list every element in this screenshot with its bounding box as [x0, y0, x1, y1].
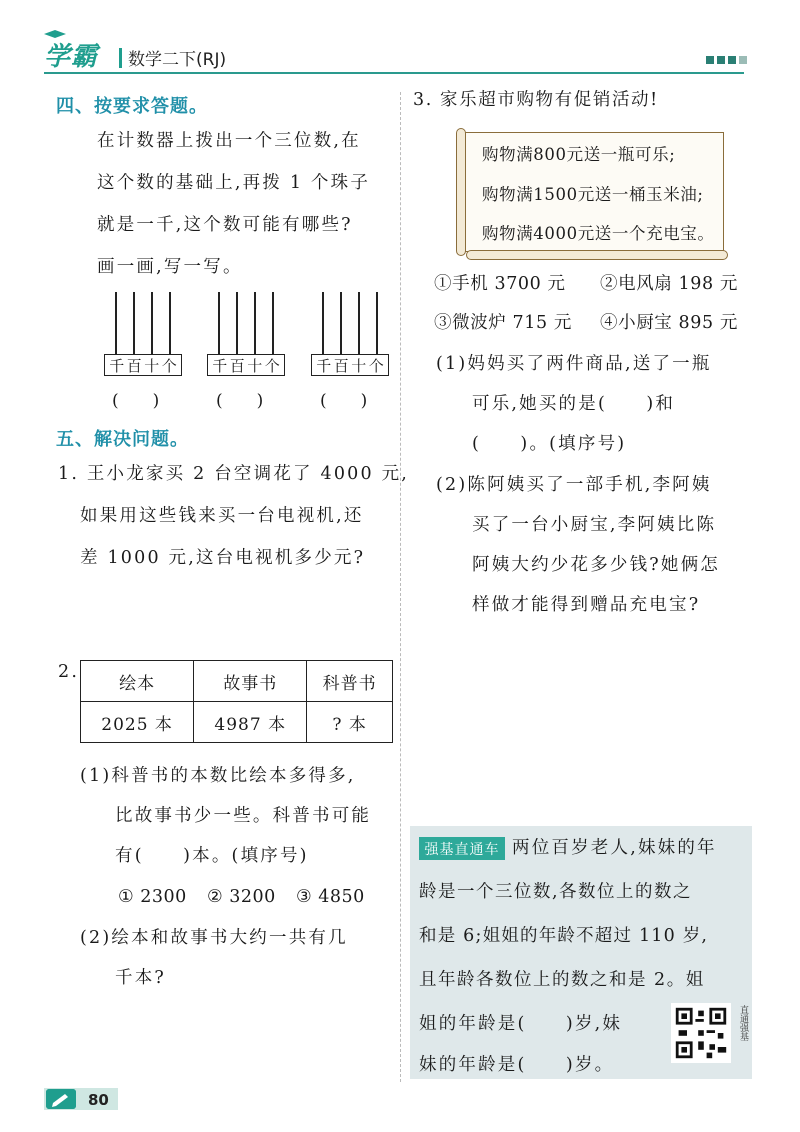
abacus-label: 百 [126, 356, 142, 375]
abacus-label: 千 [316, 356, 332, 375]
section-4-line: 就是一千,这个数可能有哪些? [97, 215, 353, 235]
abacus-label: 千 [109, 356, 125, 375]
question-2-1-line: 比故事书少一些。科普书可能 [115, 806, 372, 826]
answer-blank[interactable]: ( ) [320, 391, 368, 411]
question-2-2-line: (2)绘本和故事书大约一共有几 [80, 928, 348, 948]
header-divider [119, 48, 122, 68]
table-header-cell: 故事书 [194, 661, 307, 702]
promo-line: 购物满4000元送一个充电宝。 [482, 224, 715, 243]
section-4-line: 在计数器上拨出一个三位数,在 [97, 131, 361, 151]
abacus-label: 个 [161, 356, 177, 375]
abacus-label: 百 [333, 356, 349, 375]
question-3-1-line: 可乐,她买的是( )和 [472, 394, 676, 414]
book-title: 数学二下(RJ) [128, 50, 227, 70]
book-count-table [80, 660, 393, 743]
table-header-cell: 绘本 [81, 661, 194, 702]
abacus-label: 个 [368, 356, 384, 375]
table-row [81, 702, 393, 743]
question-2-2-line: 千本? [115, 968, 166, 988]
bonus-line: 姐的年龄是( )岁,妹 [419, 1014, 623, 1034]
abacus-label: 百 [229, 356, 245, 375]
bonus-tag: 强基直通车 [419, 837, 505, 860]
question-3-title: 3. 家乐超市购物有促销活动! [413, 90, 659, 110]
section-4-line: 这个数的基础上,再拨 1 个珠子 [97, 173, 371, 193]
question-1-line: 1. 王小龙家买 2 台空调花了 4000 元, [58, 464, 410, 484]
question-1-line: 如果用这些钱来买一台电视机,还 [80, 506, 364, 526]
question-3-2-line: 买了一台小厨宝,李阿姨比陈 [472, 515, 717, 535]
abacus-label: 十 [247, 356, 263, 375]
question-2-1-line: (1)科普书的本数比绘本多得多, [80, 766, 356, 786]
column-divider [400, 92, 401, 1082]
option-item: ① 2300 [118, 887, 187, 907]
header-rule [44, 72, 744, 74]
promo-line: 购物满1500元送一桶玉米油; [482, 185, 704, 204]
abacus-3 [311, 292, 389, 380]
answer-blank[interactable]: ( ) [112, 391, 160, 411]
bonus-line: 妹的年龄是( )岁。 [419, 1055, 615, 1075]
abacus-label: 千 [212, 356, 228, 375]
product-item: ④小厨宝 895 元 [600, 313, 739, 333]
table-header-cell: 科普书 [307, 661, 393, 702]
product-item: ③微波炉 715 元 [434, 313, 573, 333]
abacus-label: 十 [351, 356, 367, 375]
abacus-label: 个 [264, 356, 280, 375]
table-cell: 2025 本 [81, 702, 194, 743]
option-item: ③ 4850 [296, 887, 365, 907]
bonus-line: 两位百岁老人,妹妹的年 [512, 838, 717, 858]
section-4-line: 画一画,写一写。 [97, 257, 243, 277]
table-row [81, 661, 393, 702]
question-2-number: 2. [58, 662, 80, 682]
question-2-1-line: 有( )本。(填序号) [115, 846, 309, 866]
abacus-1 [104, 292, 182, 380]
brand-logo: 学霸 [44, 42, 99, 72]
abacus-2 [207, 292, 285, 380]
table-cell: 4987 本 [194, 702, 307, 743]
bonus-line: 龄是一个三位数,各数位上的数之 [419, 882, 693, 902]
answer-blank[interactable]: ( ) [216, 391, 264, 411]
product-item: ②电风扇 198 元 [600, 274, 739, 294]
bonus-line: 且年龄各数位上的数之和是 2。姐 [419, 970, 705, 990]
abacus-label: 十 [144, 356, 160, 375]
qr-label: 直通强基 [738, 1005, 748, 1041]
page-header [0, 34, 800, 74]
question-3-1-line: (1)妈妈买了两件商品,送了一瓶 [436, 354, 712, 374]
scroll-roll-bottom [466, 250, 728, 260]
table-cell: ? 本 [307, 702, 393, 743]
question-3-2-line: 样做才能得到赠品充电宝? [472, 595, 701, 615]
question-1-line: 差 1000 元,这台电视机多少元? [80, 548, 366, 568]
scroll-roll-left [456, 128, 466, 256]
question-3-1-line: ( )。(填序号) [472, 434, 627, 454]
promo-line: 购物满800元送一瓶可乐; [482, 145, 676, 164]
header-decoration [706, 56, 747, 64]
bonus-line: 和是 6;姐姐的年龄不超过 110 岁, [419, 926, 709, 946]
section-5-title: 五、解决问题。 [56, 429, 189, 450]
pencil-icon [46, 1089, 76, 1109]
qr-code-icon[interactable] [671, 1003, 731, 1063]
question-3-2-line: (2)陈阿姨买了一部手机,李阿姨 [436, 475, 712, 495]
option-item: ② 3200 [207, 887, 276, 907]
question-3-2-line: 阿姨大约少花多少钱?她俩怎 [472, 555, 720, 575]
product-item: ①手机 3700 元 [434, 274, 566, 294]
page-number: 80 [88, 1091, 109, 1109]
section-4-title: 四、按要求答题。 [56, 96, 208, 117]
